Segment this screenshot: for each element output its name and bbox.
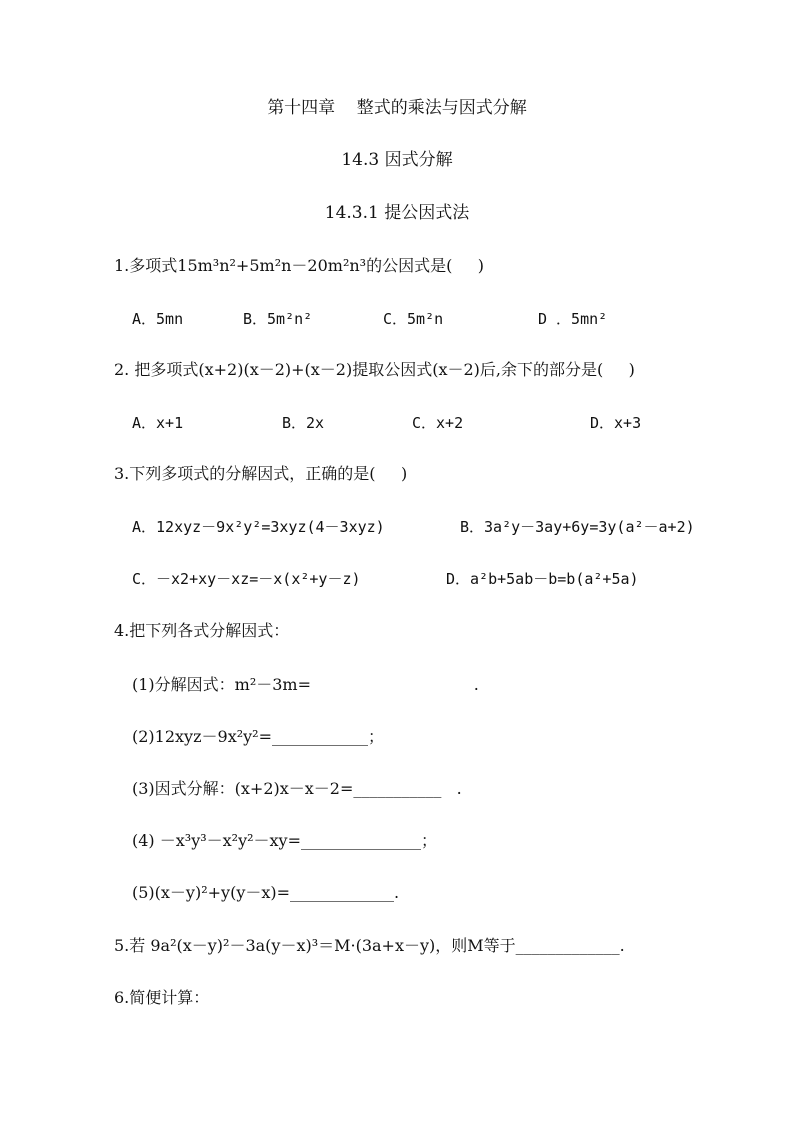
q1-option-c: C．5m²n [383, 310, 444, 328]
q3-option-d: D．a²b+5ab－b=b(a²+5a) [446, 570, 639, 588]
question-1: 1.多项式15m³n²+5m²n－20m²n³的公因式是( ) [114, 256, 484, 275]
subsection-title: 14.3.1 提公因式法 [324, 203, 470, 223]
q1-option-d: D ．5mn² [538, 310, 608, 328]
q1-option-a: A．5mn [132, 310, 184, 328]
q3-option-a: A．12xyz－9x²y²=3xyz(4－3xyz) [132, 518, 385, 536]
q3-option-b: B．3a²y－3ay+6y=3y(a²－a+2) [460, 518, 695, 536]
question-4: 4.把下列各式分解因式： [114, 621, 290, 640]
q4-part-4: (4) －x³y³－x²y²－xy=_______________； [132, 831, 438, 850]
q2-option-a: A．x+1 [132, 414, 184, 432]
question-3: 3.下列多项式的分解因式，正确的是( ) [114, 464, 408, 483]
question-5: 5.若 9a²(x－y)²－3a(y－x)³＝M·(3a+x－y)，则M等于_____________. [114, 936, 625, 955]
q4-part-1: (1)分解因式：m²－3m= . [132, 675, 479, 694]
question-2: 2. 把多项式(x+2)(x－2)+(x－2)提取公因式(x－2)后,余下的部分是( ) [114, 360, 635, 379]
q2-option-b: B．2x [282, 414, 325, 432]
q4-part-5: (5)(x－y)²+y(y－x)=_____________. [132, 883, 400, 902]
q4-part-2: (2)12xyz－9x²y²=____________； [132, 727, 384, 746]
question-6: 6.简便计算： [114, 988, 210, 1007]
q3-option-c: C．－x2+xy－xz=－x(x²+y－z) [132, 570, 361, 588]
q4-part-3: (3)因式分解：(x+2)x－x－2=___________ . [132, 779, 462, 798]
q1-option-b: B．5m²n² [243, 310, 313, 328]
q2-option-d: D．x+3 [590, 414, 642, 432]
section-title: 14.3 因式分解 [341, 150, 453, 170]
q2-option-c: C．x+2 [412, 414, 464, 432]
chapter-title: 第十四章 整式的乘法与因式分解 [267, 98, 527, 118]
